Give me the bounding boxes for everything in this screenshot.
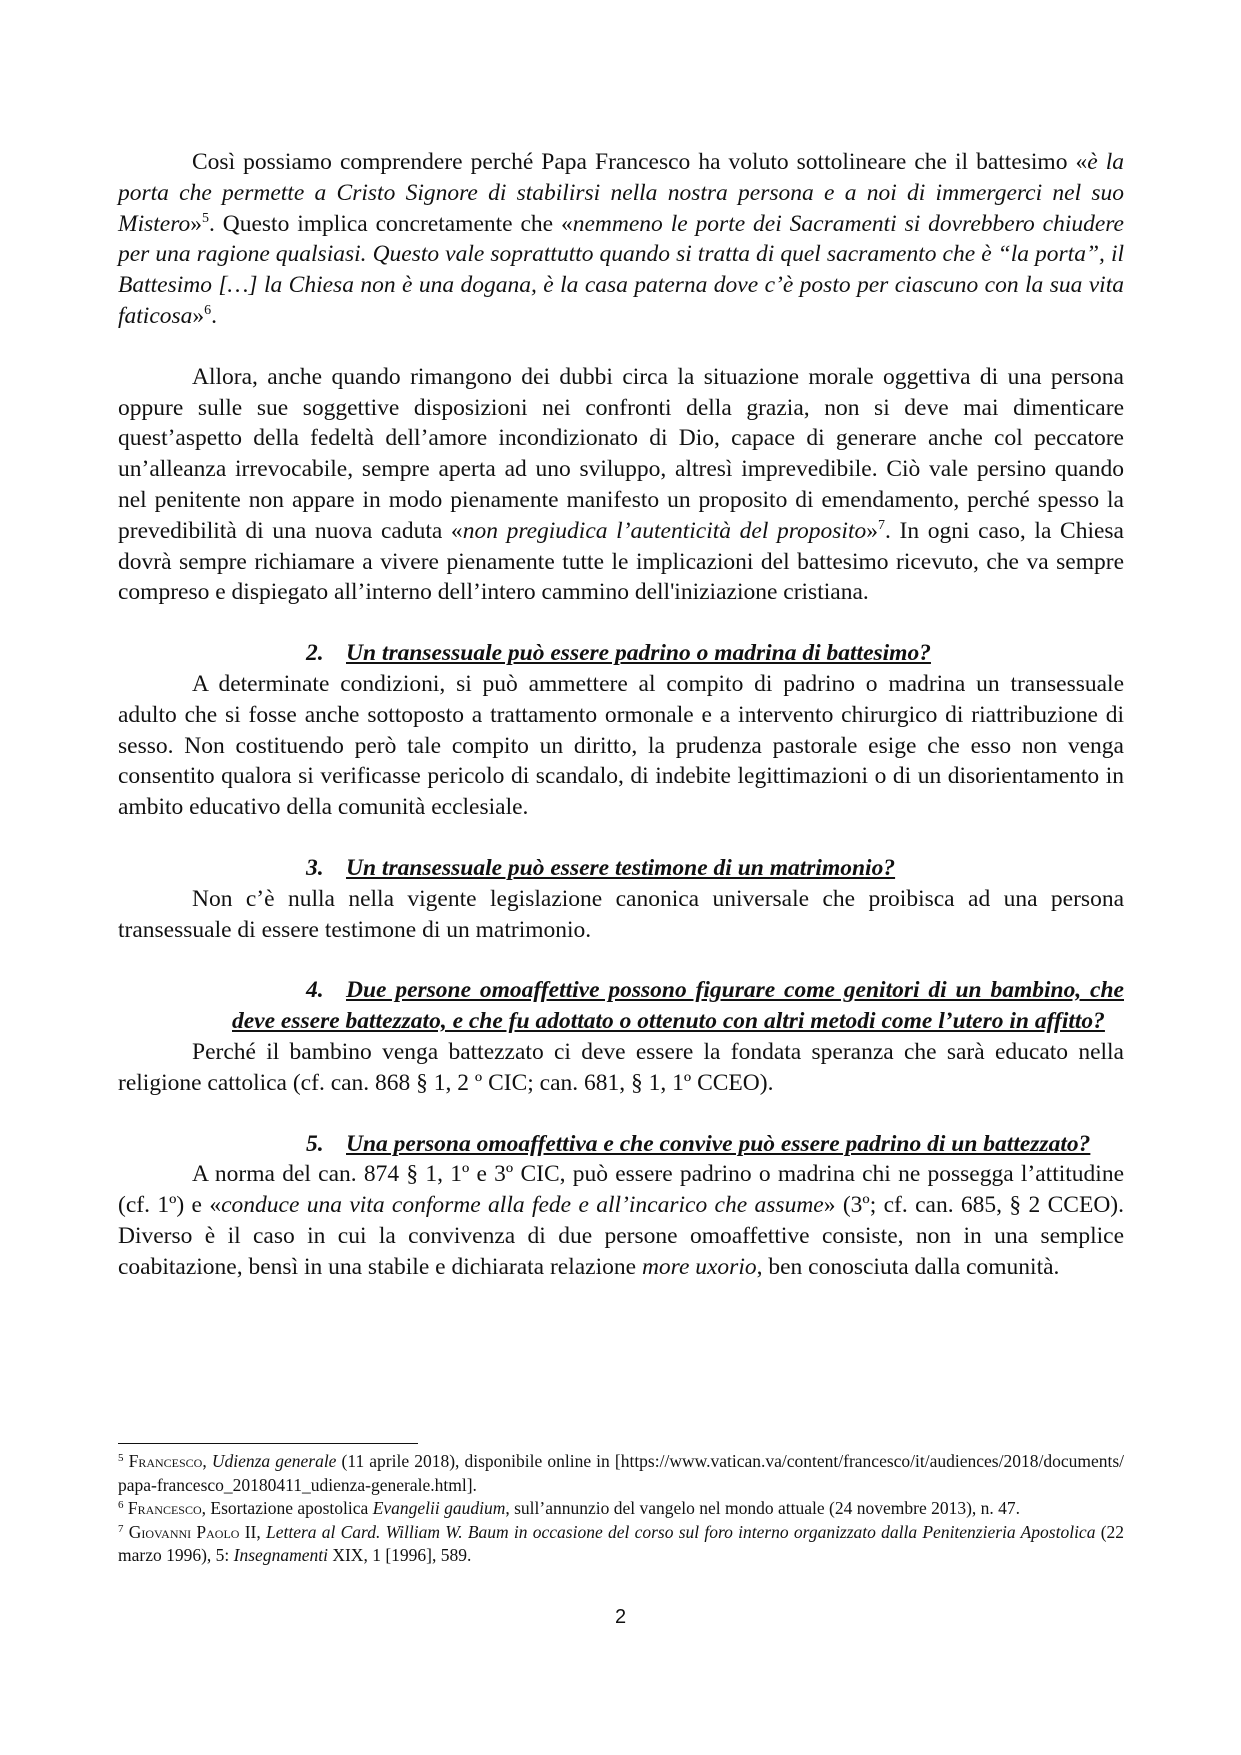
text-run: XIX, 1 [1996], 589. xyxy=(327,1545,472,1565)
text-run: A norma del can. 874 § 1, 1º e 3º CIC, può essere padrino o madrina chi ne possegga l’attitudine (cf. 1º) e « xyxy=(118,1161,1124,1219)
footnote-ref-7[interactable]: 7 xyxy=(878,517,885,533)
question-5-answer xyxy=(118,1159,1124,1282)
footnote-title: Lettera al Card. William W. Baum in occasione del corso sul foro interno organizzato dalla Penitenzieria Apostolica xyxy=(265,1521,1096,1542)
text-run: Allora, anche quando rimangono dei dubbi circa la situazione morale oggettiva di una persona oppure sulle sue soggettive disposizioni nei confronti della grazia, non si deve mai dimenticare quest’aspetto della fedeltà dell’amore incondizionato di Dio, capace di generare anche col peccatore un’alleanza irrevocabile, sempre aperta ad uno sviluppo, altresì imprevedibile. Ciò vale persino quando nel penitente non appare in modo pienamente manifesto un proposito di emendamento, perché spesso la prevedibilità di una nuova caduta « xyxy=(118,363,1124,544)
text-run: . xyxy=(211,302,218,329)
main-text xyxy=(118,147,1124,1283)
question-title: Un transessuale può essere padrino o madrina di battesimo? xyxy=(346,640,931,667)
question-4-answer: Perché il bambino venga battezzato ci deve essere la fondata speranza che sarà educato nella religione cattolica (cf. can. 868 § 1, 2 º CIC; can. 681, § 1, 1º CCEO). xyxy=(118,1038,1124,1096)
question-title: Un transessuale può essere testimone di un matrimonio? xyxy=(346,854,896,881)
footnote-author: Giovanni Paolo II xyxy=(128,1521,257,1542)
text-run: » xyxy=(192,302,205,329)
footnote-title: Evangelii gaudium xyxy=(372,1498,506,1518)
footnote-ref-5[interactable]: 5 xyxy=(201,210,209,226)
question-number: 4. xyxy=(306,977,324,1004)
page-number: 2 xyxy=(614,1606,627,1628)
footnotes xyxy=(118,1450,1124,1568)
text-run: . Questo implica concretamente che « xyxy=(208,210,573,237)
question-2-answer: A determinate condizioni, si può ammettere al compito di padrino o madrina un transessuale adulto che si fosse anche sottoposto a trattamento ormonale e a intervento chirurgico di riattribuzione di sesso. Non costituendo però tale compito un diritto, la prudenza pastorale esige che esso non venga consentito qualora si verificasse pericolo di scandalo, di indebite legittimazioni o di un disorientamento in ambito educativo della comunità ecclesiale. xyxy=(118,670,1124,821)
question-number: 5. xyxy=(306,1130,324,1157)
quotation: non pregiudica l’autenticità del proposito xyxy=(462,517,867,544)
text-run: , ben conosciuta dalla comunità. xyxy=(756,1253,1060,1280)
question-5-heading xyxy=(118,1129,1124,1160)
question-3-answer: Non c’è nulla nella vigente legislazione canonica universale che proibisca ad una persona transessuale di essere testimone di un matrimonio. xyxy=(118,885,1124,943)
footnote-ref-6[interactable]: 6 xyxy=(204,302,212,318)
footnote-6 xyxy=(118,1497,1124,1521)
footnote-title: Udienza generale xyxy=(211,1451,337,1471)
text-run: » xyxy=(866,517,878,544)
text-run: (11 aprile 2018), disponibile online in xyxy=(336,1451,615,1471)
latin-term: more uxorio xyxy=(641,1253,757,1280)
footnote-number: 7 xyxy=(118,1522,124,1535)
footnote-number: 6 xyxy=(118,1499,124,1511)
footnote-5: $^5$ Francesco, Udienza generale (11 aprile 2018), disponibile online in [https://www.vatican.va/content/francesco/it/audiences/2018/documents/papa-francesco_20180411_udienza-generale.html]. xyxy=(118,1451,1125,1495)
footnote-7: $^7$ Giovanni Paolo II, Lettera al Card. William W. Baum in occasione del corso sul foro interno organizzato dalla Penitenzieria Apostolica (22 marzo 1996), 5: Insegnamenti XIX, 1 [1996], 589. xyxy=(118,1521,1125,1565)
quotation: conduce una vita conforme alla fede e all’incarico che assume xyxy=(221,1192,824,1219)
question-2-heading xyxy=(118,638,1124,669)
text-run: . In ogni caso, la Chiesa dovrà sempre richiamare a vivere pienamente tutte le implicazioni del battesimo ricevuto, che va sempre compreso e dispiegato all’interno dell’intero cammino dell'iniziazione cristiana. xyxy=(118,517,1124,606)
text-run: , Esortazione apostolica xyxy=(201,1498,373,1518)
question-number: 2. xyxy=(306,640,324,667)
text-run: , sull’annunzio del vangelo nel mondo attuale (24 novembre 2013), n. 47. xyxy=(505,1498,1021,1518)
question-3-heading xyxy=(118,853,1124,884)
question-4-heading xyxy=(118,975,1124,1037)
footnote-number: 5 xyxy=(118,1452,124,1464)
footnote-author: Francesco xyxy=(128,1451,203,1471)
text-run: (22 marzo 1996), 5: xyxy=(118,1521,1125,1565)
paragraph-2 xyxy=(118,362,1124,608)
quotation: nemmeno le porte dei Sacramenti si dovrebbero chiudere per una ragione qualsiasi. Questo vale soprattutto quando si tratta di quel sacramento che è “la porta”, il Battesimo […] la Chiesa non è una dogana, è la casa paterna dove c’è posto per ciascuno con la sua vita faticosa xyxy=(118,210,1124,329)
question-title: Due persone omoaffettive possono figurare come genitori di un bambino, che deve essere battezzato, e che fu adottato o ottenuto con altri metodi come l’utero in affitto? xyxy=(232,977,1124,1035)
text-run: » (3º; cf. can. 685, § 2 CCEO). Diverso è il caso in cui la convivenza di due persone omoaffettive consiste, non in una semplice coabitazione, bensì in una stabile e dichiarata relazione xyxy=(118,1192,1125,1280)
question-title: Una persona omoaffettiva e che convive può essere padrino di un battezzato? xyxy=(346,1130,1091,1157)
paragraph-1 xyxy=(118,147,1124,332)
footnote-separator xyxy=(118,1443,418,1444)
footnote-author: Francesco xyxy=(127,1498,202,1518)
footnote-source: Insegnamenti xyxy=(233,1545,328,1565)
text-run: Così possiamo comprendere perché Papa Francesco ha voluto sottolineare che il battesimo « xyxy=(192,149,1088,175)
quotation: è la porta che permette a Cristo Signore di stabilirsi nella nostra persona e a noi di immergerci nel suo Mistero xyxy=(118,149,1125,237)
footnote-link[interactable]: [https://www.vatican.va/content/francesco/it/audiences/2018/documents/papa-francesco_20180411_udienza-generale.html]. xyxy=(118,1451,1125,1495)
question-number: 3. xyxy=(306,854,324,881)
text-run: » xyxy=(190,210,202,237)
